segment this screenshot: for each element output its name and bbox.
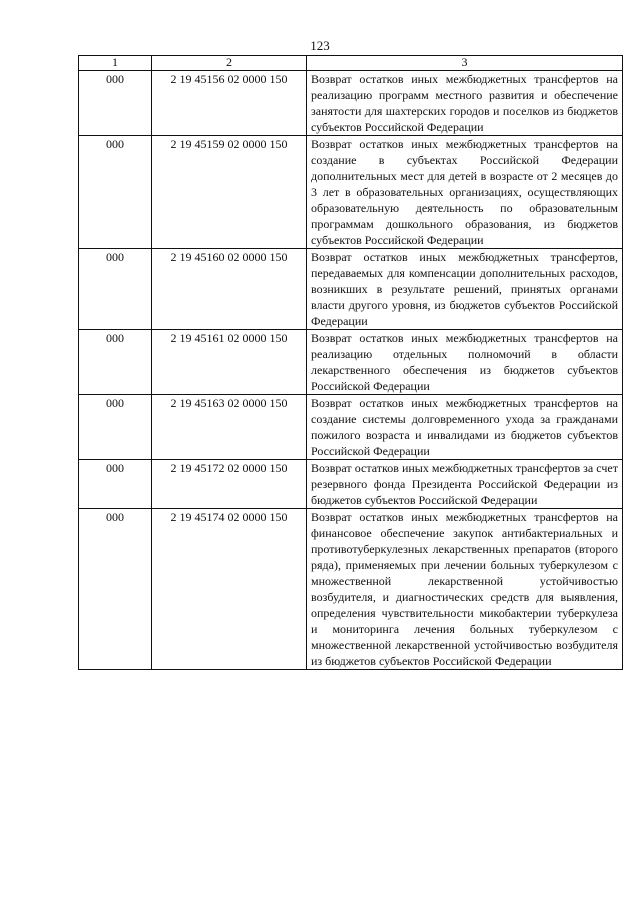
kbk-code-cell: 2 19 45159 02 0000 150 [152,136,307,249]
admin-code-cell: 000 [79,71,152,136]
kbk-code-cell: 2 19 45160 02 0000 150 [152,249,307,330]
description-cell: Возврат остатков иных межбюджетных трансфертов на финансовое обеспечение закупок антибактериальных и противотуберкулезных лекарственных препаратов (второго ряда), применяемых при лечении больных туберкулезом с множественной лекарственной устойчивостью возбудителя, и диагностических средств для выявления, определения чувствительности микобактерии туберкулеза и мониторинга лечения больных туберкулезом с множественной лекарственной устойчивостью возбудителя из бюджетов субъектов Российской Федерации [307,509,623,670]
admin-code-cell: 000 [79,249,152,330]
table-row [79,460,623,509]
kbk-code-cell: 2 19 45161 02 0000 150 [152,330,307,395]
description-cell: Возврат остатков иных межбюджетных трансфертов на создание в субъектах Российской Федерации дополнительных мест для детей в возрасте от 2 месяцев до 3 лет в образовательных организациях, осуществляющих образовательную деятельность по образовательным программам дошкольного образования, из бюджетов субъектов Российской Федерации [307,136,623,249]
column-header-3: 3 [307,56,623,71]
description-cell: Возврат остатков иных межбюджетных трансфертов на создание системы долговременного ухода за гражданами пожилого возраста и инвалидами из бюджетов субъектов Российской Федерации [307,395,623,460]
column-header-2: 2 [152,56,307,71]
table-row [79,249,623,330]
description-cell: Возврат остатков иных межбюджетных трансфертов на реализацию программ местного развития и обеспечение занятости для шахтерских городов и поселков из бюджетов субъектов Российской Федерации [307,71,623,136]
table-row [79,395,623,460]
description-cell: Возврат остатков иных межбюджетных трансфертов на реализацию отдельных полномочий в области лекарственного обеспечения из бюджетов субъектов Российской Федерации [307,330,623,395]
description-cell: Возврат остатков иных межбюджетных трансфертов, передаваемых для компенсации дополнительных расходов, возникших в результате решений, принятых органами власти другого уровня, из бюджетов субъектов Российской Федерации [307,249,623,330]
column-header-1: 1 [79,56,152,71]
table-row [79,136,623,249]
admin-code-cell: 000 [79,330,152,395]
kbk-code-cell: 2 19 45156 02 0000 150 [152,71,307,136]
table-row [79,509,623,670]
admin-code-cell: 000 [79,460,152,509]
table-row [79,71,623,136]
description-cell: Возврат остатков иных межбюджетных трансфертов за счет резервного фонда Президента Российской Федерации из бюджетов субъектов Российской Федерации [307,460,623,509]
admin-code-cell: 000 [79,136,152,249]
admin-code-cell: 000 [79,395,152,460]
table-row [79,330,623,395]
page-number: 123 [310,38,330,53]
table-header-row [79,56,623,71]
budget-codes-table [78,55,623,670]
admin-code-cell: 000 [79,509,152,670]
kbk-code-cell: 2 19 45163 02 0000 150 [152,395,307,460]
kbk-code-cell: 2 19 45172 02 0000 150 [152,460,307,509]
kbk-code-cell: 2 19 45174 02 0000 150 [152,509,307,670]
